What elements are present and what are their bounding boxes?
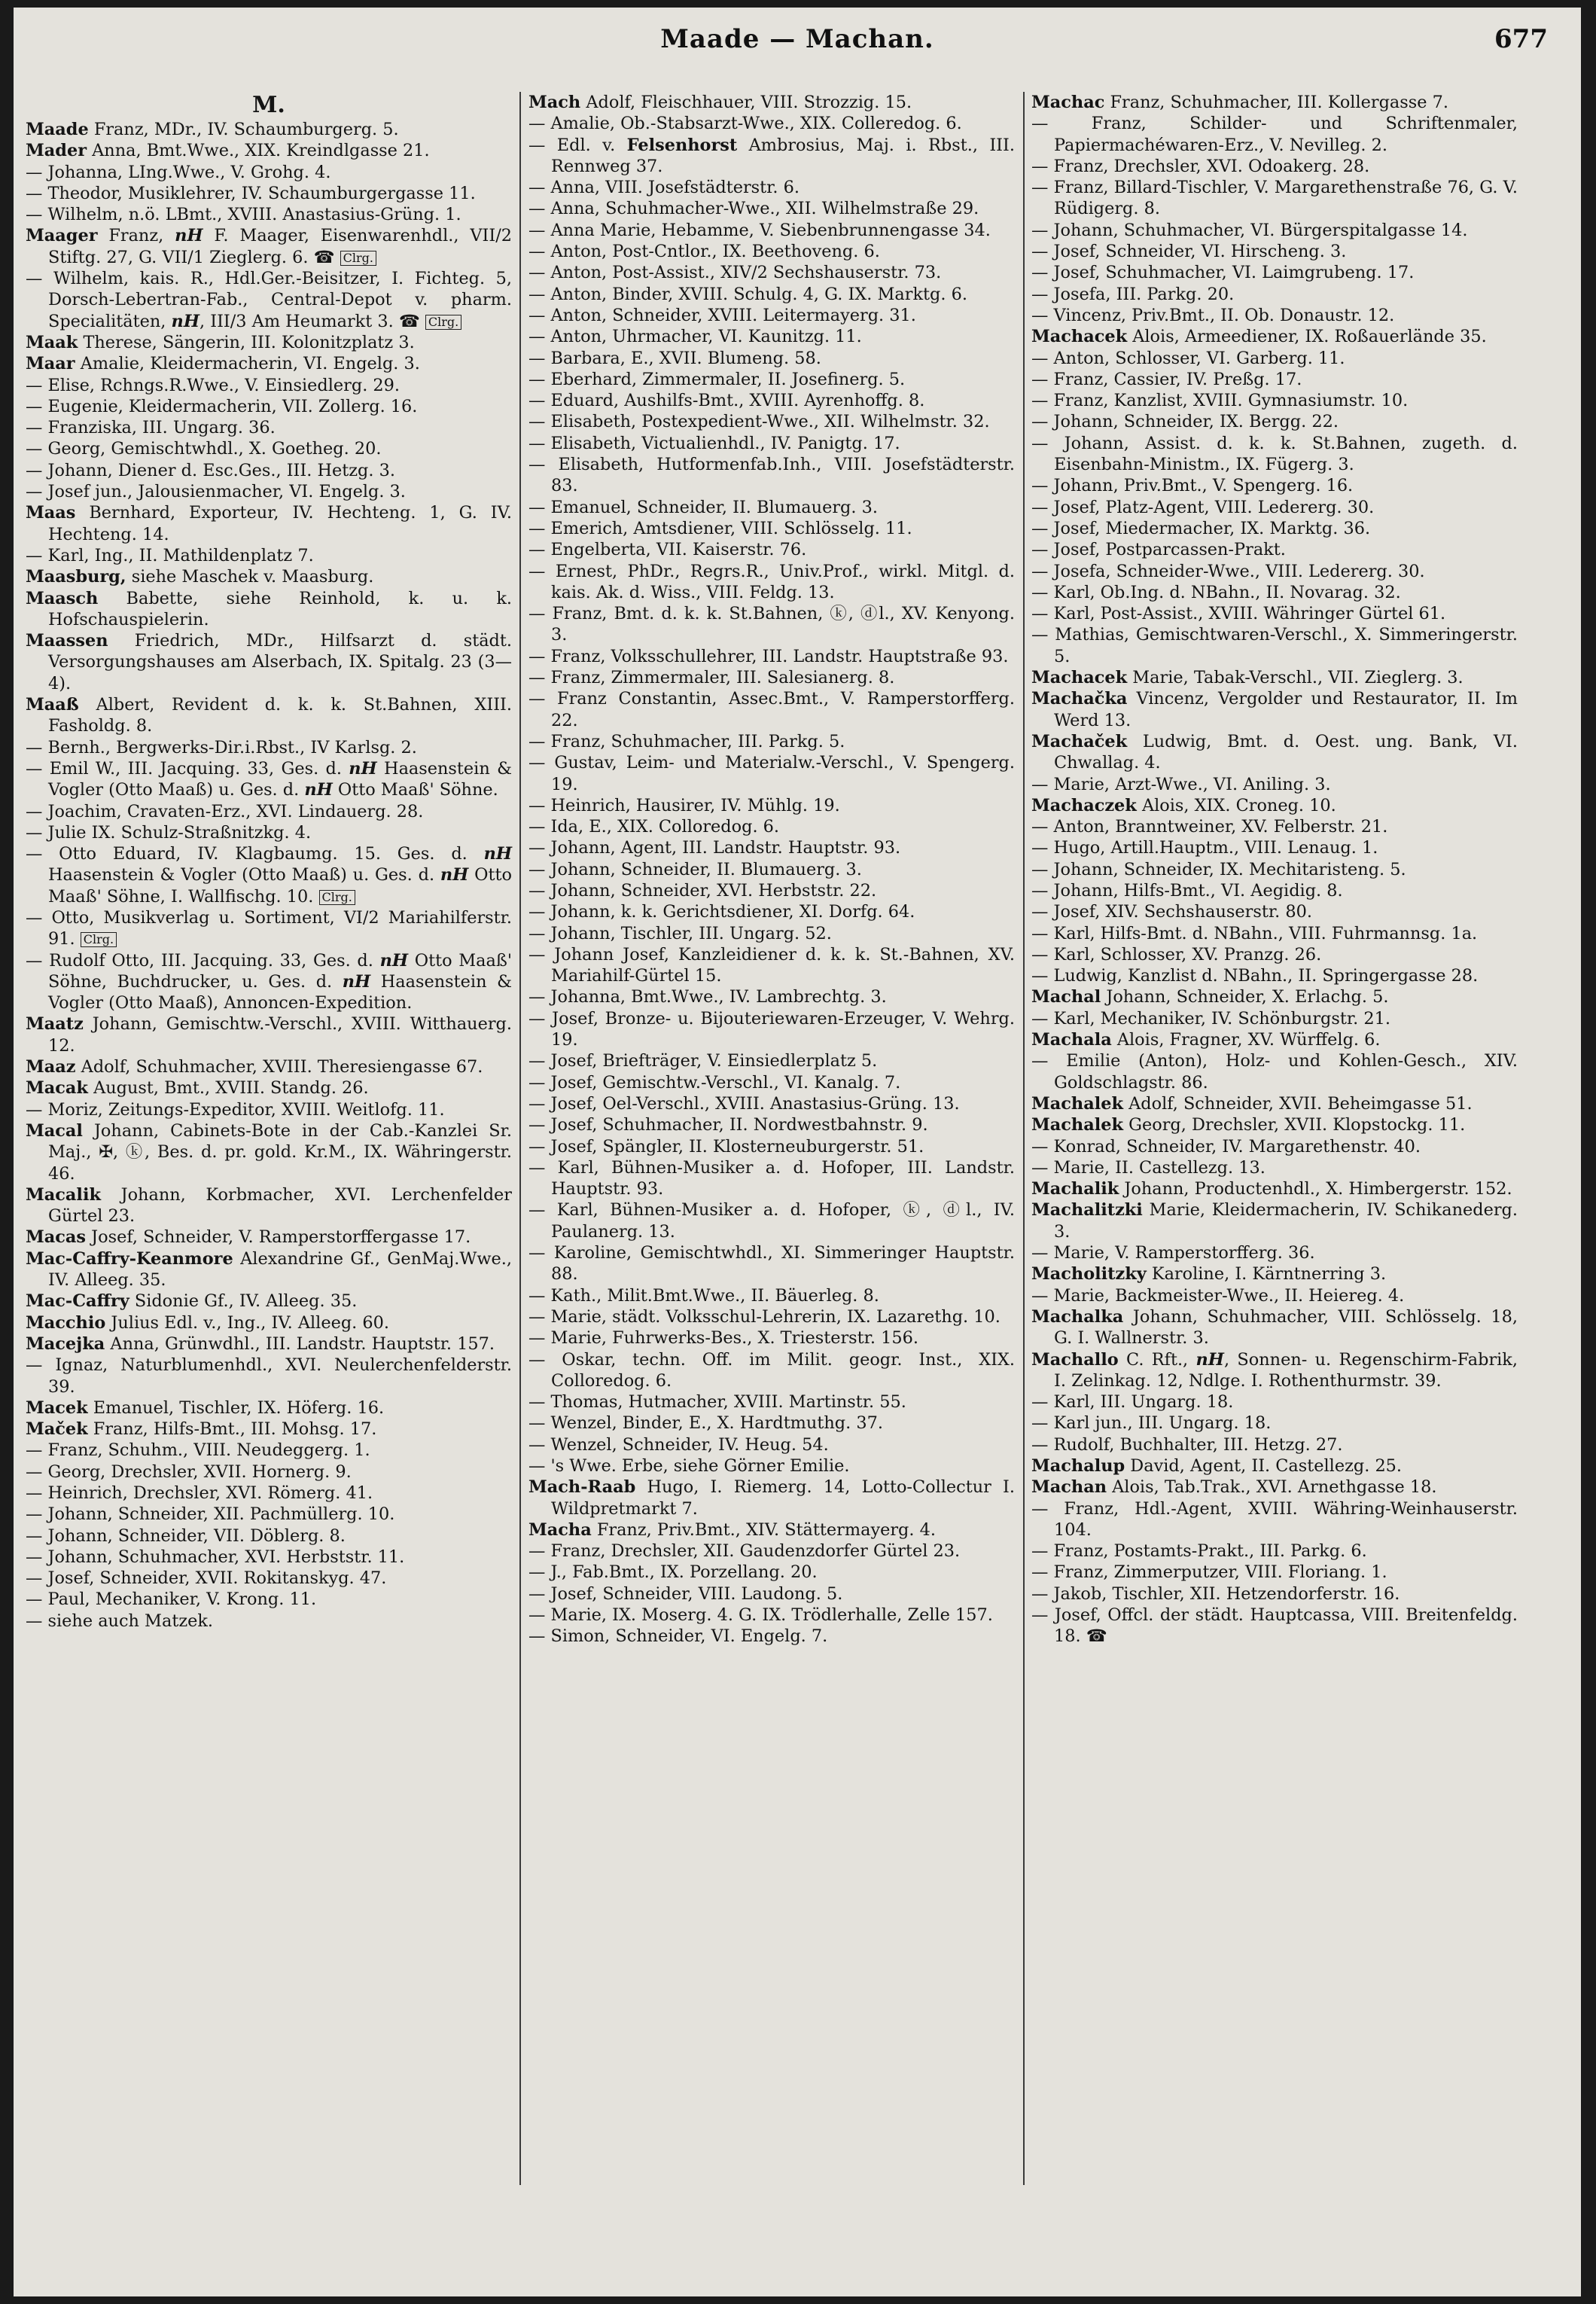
directory-entry: — Ignaz, Naturblumenhdl., XVI. Neulerchenfelderstr. 39.	[26, 1355, 512, 1397]
entry-surname: Machallo	[1031, 1349, 1119, 1370]
directory-entry: — Edl. v. Felsenhorst Ambrosius, Maj. i. Rbst., III. Rennweg 37.	[528, 135, 1015, 176]
directory-entry: Maassen Friedrich, MDr., Hilfsarzt d. städt. Versorgungshauses am Alserbach, IX. Spitalg. 23 (3—4).	[26, 631, 512, 693]
directory-entry: — Elisabeth, Hutformenfab.Inh., VIII. Josefstädterstr. 83.	[528, 455, 1015, 496]
directory-entry: Mac-Caffry-Keanmore Alexandrine Gf., GenMaj.Wwe., IV. Alleeg. 35.	[26, 1248, 512, 1291]
directory-entry: — Johann, Schneider, IX. Mechitaristeng. 5.	[1031, 859, 1406, 879]
directory-entry: — Johann, Schuhmacher, XVI. Herbststr. 11.	[26, 1547, 405, 1567]
directory-entry: — Anton, Branntweiner, XV. Felberstr. 21.	[1031, 817, 1388, 837]
directory-entry: — Johanna, Bmt.Wwe., IV. Lambrechtg. 3.	[528, 987, 887, 1007]
directory-entry: Macalik Johann, Korbmacher, XVI. Lerchenfelder Gürtel 23.	[26, 1184, 512, 1227]
directory-entry: — Franz, Zimmerputzer, VIII. Floriang. 1.	[1031, 1562, 1387, 1583]
entry-surname: Machalek	[1031, 1115, 1123, 1135]
entry-surname: Macek	[26, 1397, 88, 1418]
entry-surname: Maar	[26, 354, 75, 374]
directory-entry: — Josef, Schuhmacher, II. Nordwestbahnstr. 9.	[528, 1115, 928, 1135]
directory-entry: Machan Alois, Tab.Trak., XVI. Arnethgasse 18.	[1031, 1477, 1437, 1498]
entry-surname: Maasburg,	[26, 567, 126, 587]
directory-entry: — Emil W., III. Jacquing. 33, Ges. d. nH Haasenstein & Vogler (Otto Maaß) u. Ges. d. nH Otto Maaß' Söhne.	[26, 758, 512, 800]
directory-entry: — Franz Constantin, Assec.Bmt., V. Ramperstorfferg. 22.	[528, 689, 1015, 730]
directory-entry: Machacek Alois, Armeediener, IX. Roßauerlände 35.	[1031, 327, 1487, 347]
directory-entry: — Franz, Drechsler, XVI. Odoakerg. 28.	[1031, 156, 1370, 176]
directory-entry: — Franziska, III. Ungarg. 36.	[26, 418, 276, 438]
directory-entry: — Franz, Zimmermaler, III. Salesianerg. 8.	[528, 668, 895, 688]
directory-entry: — Eugenie, Kleidermacherin, VII. Zollerg. 16.	[26, 396, 418, 416]
registered-firm-icon: nH	[483, 844, 512, 864]
directory-entry: — Karl, Bühnen-Musiker a. d. Hofoper, III. Landstr. Hauptstr. 93.	[528, 1157, 1015, 1199]
directory-entry: Mader Anna, Bmt.Wwe., XIX. Kreindlgasse 21.	[26, 141, 430, 161]
entry-surname: Machaczek	[1031, 795, 1137, 815]
column-2	[528, 92, 1015, 1647]
directory-entry: — Wenzel, Binder, E., X. Hardtmuthg. 37.	[528, 1413, 883, 1434]
entry-surname: Macas	[26, 1227, 87, 1248]
directory-entry: Maček Franz, Hilfs-Bmt., III. Mohsg. 17.	[26, 1419, 377, 1440]
directory-entry: Machalek Georg, Drechsler, XVII. Klopstockg. 11.	[1031, 1115, 1466, 1135]
directory-entry: — Moriz, Zeitungs-Expeditor, XVIII. Weitlofg. 11.	[26, 1099, 445, 1120]
directory-entry: Maas Bernhard, Exporteur, IV. Hechteng. 1, G. IV. Hechteng. 14.	[26, 503, 512, 544]
directory-entry: Machala Alois, Fragner, XV. Würffelg. 6.	[1031, 1030, 1381, 1050]
directory-entry: — Johann, k. k. Gerichtsdiener, XI. Dorfg. 64.	[528, 902, 915, 922]
entry-surname: Macalik	[26, 1184, 101, 1205]
directory-entry: — Karl, Ing., II. Mathildenplatz 7.	[26, 545, 314, 565]
directory-entry: Machalka Johann, Schuhmacher, VIII. Schlösselg. 18, G. I. Wallnerstr. 3.	[1031, 1306, 1518, 1349]
directory-page	[14, 8, 1581, 2296]
entry-surname: Mach	[528, 93, 581, 112]
directory-entry: — Gustav, Leim- und Materialw.-Verschl., V. Spengerg. 19.	[528, 753, 1015, 794]
directory-entry: — Julie IX. Schulz-Straßnitzkg. 4.	[26, 822, 312, 843]
entry-surname: Machal	[1031, 987, 1101, 1007]
directory-entry: Macas Josef, Schneider, V. Ramperstorffergasse 17.	[26, 1227, 471, 1248]
directory-entry: — Heinrich, Hausirer, IV. Mühlg. 19.	[528, 795, 840, 815]
telephone-icon: ☎	[313, 247, 335, 267]
directory-entry: — Johann, Schneider, IX. Bergg. 22.	[1031, 412, 1339, 432]
entry-surname: Macak	[26, 1078, 88, 1099]
directory-entry: — Josef, Schneider, VIII. Laudong. 5.	[528, 1583, 843, 1604]
directory-entry: — Josef, Gemischtw.-Verschl., VI. Kanalg. 7.	[528, 1072, 901, 1093]
directory-entry: — Josef, Spängler, II. Klosterneuburgerstr. 51.	[528, 1136, 924, 1157]
entry-surname: Felsenhorst	[626, 135, 738, 155]
directory-entry: — Elisabeth, Victualienhdl., IV. Panigtg. 17.	[528, 433, 900, 453]
directory-entry: — Johann, Priv.Bmt., V. Spengerg. 16.	[1031, 476, 1354, 496]
directory-entry: — Johann, Diener d. Esc.Ges., III. Hetzg. 3.	[26, 460, 395, 480]
directory-entry: — Emilie (Anton), Holz- und Kohlen-Gesch., XIV. Goldschlagstr. 86.	[1031, 1051, 1518, 1093]
directory-entry: — Karl, Post-Assist., XVIII. Währinger Gürtel 61.	[1031, 604, 1446, 624]
entry-surname: Machacek	[1031, 327, 1128, 347]
directory-entry: — Eduard, Aushilfs-Bmt., XVIII. Ayrenhoffg. 8.	[528, 391, 925, 411]
directory-entry: Maager Franz, nH F. Maager, Eisenwarenhdl., VII/2 Stiftg. 27, G. VII/1 Zieglerg. 6. ☎ Clrg.	[26, 226, 512, 267]
entry-surname: Machalitzki	[1031, 1200, 1143, 1221]
directory-entry: — Thomas, Hutmacher, XVIII. Martinstr. 55.	[528, 1392, 906, 1413]
directory-entry: — Theodor, Musiklehrer, IV. Schaumburgergasse 11.	[26, 183, 476, 203]
entry-surname: Mader	[26, 141, 87, 161]
directory-entry: Macha Franz, Priv.Bmt., XIV. Stättermayerg. 4.	[528, 1519, 936, 1540]
directory-entry: — Anton, Post-Cntlor., IX. Beethoveng. 6.	[528, 242, 880, 262]
directory-entry: — Anton, Binder, XVIII. Schulg. 4, G. IX. Marktg. 6.	[528, 284, 967, 304]
entry-surname: Macal	[26, 1120, 83, 1141]
directory-entry: — Franz, Drechsler, XII. Gaudenzdorfer Gürtel 23.	[528, 1541, 961, 1562]
column-divider	[519, 92, 521, 2185]
entry-surname: Machalka	[1031, 1306, 1124, 1327]
telephone-icon: ☎	[398, 311, 420, 331]
directory-entry: Mach-Raab Hugo, I. Riemerg. 14, Lotto-Collectur I. Wildpretmarkt 7.	[528, 1477, 1015, 1519]
directory-entry: Machalup David, Agent, II. Castellezg. 25.	[1031, 1456, 1403, 1476]
directory-entry: — Franz, Kanzlist, XVIII. Gymnasiumstr. 10.	[1031, 391, 1409, 411]
entry-surname: Machan	[1031, 1477, 1107, 1498]
registered-firm-icon: nH	[342, 971, 371, 992]
entry-surname: Maaz	[26, 1057, 76, 1077]
entry-surname: Maak	[26, 332, 78, 352]
registered-firm-icon: nH	[171, 311, 200, 331]
entry-surname: Machalik	[1031, 1179, 1119, 1199]
directory-entry: Machac Franz, Schuhmacher, III. Kollergasse 7.	[1031, 93, 1448, 112]
directory-entry: Machallo C. Rft., nH, Sonnen- u. Regenschirm-Fabrik, I. Zelinkag. 12, Ndlge. I. Rothenthurmstr. 39.	[1031, 1349, 1518, 1391]
directory-entry: Maasburg, siehe Maschek v. Maasburg.	[26, 567, 374, 587]
telephone-icon: ☎	[1086, 1626, 1107, 1647]
directory-entry: — J., Fab.Bmt., IX. Porzellang. 20.	[528, 1562, 818, 1583]
directory-entry: — Josef, Schneider, VI. Hirscheng. 3.	[1031, 242, 1347, 262]
clearing-mark-icon: Clrg.	[340, 251, 376, 266]
entry-surname: Machac	[1031, 93, 1105, 112]
directory-entry: — Josefa, Schneider-Wwe., VIII. Ledererg. 30.	[1031, 561, 1425, 581]
directory-entry: — Marie, IX. Moserg. 4. G. IX. Trödlerhalle, Zelle 157.	[528, 1605, 993, 1626]
directory-entry: Mac-Caffry Sidonie Gf., IV. Alleeg. 35.	[26, 1291, 358, 1312]
directory-entry: — Johann, Schneider, XII. Pachmüllerg. 10.	[26, 1504, 395, 1525]
registered-firm-icon: nH	[304, 780, 333, 800]
clearing-mark-icon: Clrg.	[81, 932, 117, 947]
entry-surname: Maas	[26, 503, 76, 523]
section-letter: M.	[252, 92, 285, 118]
directory-entry: — Anton, Uhrmacher, VI. Kaunitzg. 11.	[528, 327, 862, 347]
directory-entry: — Anna, Schuhmacher-Wwe., XII. Wilhelmstraße 29.	[528, 199, 979, 219]
directory-entry: — Karl, III. Ungarg. 18.	[1031, 1392, 1234, 1413]
entry-surname: Machala	[1031, 1030, 1112, 1050]
clearing-mark-icon: Clrg.	[425, 315, 461, 330]
directory-entry: Mach Adolf, Fleischhauer, VIII. Strozzig. 15.	[528, 93, 912, 112]
directory-entry: — Anton, Schneider, XVIII. Leitermayerg. 31.	[528, 305, 916, 325]
entry-surname: Maček	[26, 1419, 88, 1440]
directory-entry: — Georg, Drechsler, XVII. Hornerg. 9.	[26, 1461, 352, 1482]
directory-entry: — Johann, Hilfs-Bmt., VI. Aegidig. 8.	[1031, 880, 1343, 901]
directory-entry: — Emanuel, Schneider, II. Blumauerg. 3.	[528, 497, 878, 517]
directory-entry: — Hugo, Artill.Hauptm., VIII. Lenaug. 1.	[1031, 838, 1378, 858]
directory-entry: — Josef, Oel-Verschl., XVIII. Anastasius-Grüng. 13.	[528, 1093, 960, 1114]
entry-surname: Maade	[26, 120, 89, 139]
directory-entry: — Marie, städt. Volksschul-Lehrerin, IX. Lazarethg. 10.	[528, 1306, 1001, 1327]
directory-entry: — Emerich, Amtsdiener, VIII. Schlösselg. 11.	[528, 518, 912, 538]
entry-surname: Maatz	[26, 1014, 84, 1035]
directory-entry: — Kath., Milit.Bmt.Wwe., II. Bäuerleg. 8.	[528, 1285, 879, 1306]
directory-entry: — Anton, Schlosser, VI. Garberg. 11.	[1031, 348, 1345, 368]
page-title: Maade — Machan.	[660, 24, 934, 54]
directory-entry: Machalitzki Marie, Kleidermacherin, IV. Schikanederg. 3.	[1031, 1200, 1518, 1242]
directory-entry: — Josef, Miedermacher, IX. Marktg. 36.	[1031, 518, 1371, 538]
directory-entry: — Marie, II. Castellezg. 13.	[1031, 1157, 1266, 1178]
directory-entry: — Franz, Postamts-Prakt., III. Parkg. 6.	[1031, 1541, 1367, 1562]
directory-entry: — Marie, V. Ramperstorfferg. 36.	[1031, 1243, 1315, 1263]
directory-entry: — Josefa, III. Parkg. 20.	[1031, 284, 1235, 304]
directory-entry: Machacek Marie, Tabak-Verschl., VII. Zieglerg. 3.	[1031, 668, 1464, 688]
directory-entry: Maade Franz, MDr., IV. Schaumburgerg. 5.	[26, 120, 399, 139]
directory-entry: — Ernest, PhDr., Regrs.R., Univ.Prof., wirkl. Mitgl. d. kais. Ak. d. Wiss., VIII. Feldg. 13.	[528, 561, 1015, 602]
directory-entry: — Franz, Cassier, IV. Preßg. 17.	[1031, 369, 1302, 389]
directory-entry: — Johann, Assist. d. k. k. St.Bahnen, zugeth. d. Eisenbahn-Ministm., IX. Fügerg. 3.	[1031, 433, 1518, 475]
clearing-mark-icon: Clrg.	[319, 890, 355, 905]
entry-surname: Maassen	[26, 631, 108, 651]
directory-entry: — Johann, Tischler, III. Ungarg. 52.	[528, 923, 832, 943]
directory-entry: — Josef, Platz-Agent, VIII. Ledererg. 30.	[1031, 497, 1375, 517]
directory-entry: Macek Emanuel, Tischler, IX. Höferg. 16.	[26, 1397, 385, 1418]
directory-entry: — Johann, Schneider, II. Blumauerg. 3.	[528, 859, 862, 879]
directory-entry: — Franz, Schuhm., VIII. Neudeggerg. 1.	[26, 1440, 370, 1461]
directory-entry: Maasch Babette, siehe Reinhold, k. u. k. Hofschauspielerin.	[26, 588, 512, 629]
directory-entry: — Wilhelm, n.ö. LBmt., XVIII. Anastasius-Grüng. 1.	[26, 205, 461, 225]
directory-entry: — Engelberta, VII. Kaiserstr. 76.	[528, 540, 807, 560]
directory-entry: Machaček Ludwig, Bmt. d. Oest. ung. Bank, VI. Chwallag. 4.	[1031, 731, 1518, 773]
directory-entry: — Konrad, Schneider, IV. Margarethenstr. 40.	[1031, 1136, 1421, 1157]
page-number: 677	[1494, 24, 1548, 54]
directory-entry: Machačka Vincenz, Vergolder und Restaurator, II. Im Werd 13.	[1031, 689, 1518, 730]
entry-surname: Maaß	[26, 695, 79, 715]
directory-entry: — Karoline, Gemischtwhdl., XI. Simmeringer Hauptstr. 88.	[528, 1243, 1015, 1285]
directory-entry: Macak August, Bmt., XVIII. Standg. 26.	[26, 1078, 369, 1099]
directory-entry: — 's Wwe. Erbe, siehe Görner Emilie.	[528, 1456, 850, 1476]
directory-entry: Machal Johann, Schneider, X. Erlachg. 5.	[1031, 987, 1389, 1007]
directory-entry: Macchio Julius Edl. v., Ing., IV. Alleeg. 60.	[26, 1312, 390, 1333]
directory-entry: Machalek Adolf, Schneider, XVII. Beheimgasse 51.	[1031, 1093, 1473, 1114]
directory-entry: — Heinrich, Drechsler, XVI. Römerg. 41.	[26, 1483, 373, 1503]
registered-firm-icon: nH	[175, 226, 203, 246]
directory-entry: — siehe auch Matzek.	[26, 1611, 214, 1631]
entry-surname: Macha	[528, 1519, 592, 1540]
directory-entry: — Karl, Ob.Ing. d. NBahn., II. Novarag. 32.	[1031, 582, 1401, 602]
directory-entry: — Josef, Offcl. der städt. Hauptcassa, VIII. Breitenfeldg. 18. ☎	[1031, 1605, 1518, 1647]
directory-entry: — Josef jun., Jalousienmacher, VI. Engelg. 3.	[26, 482, 406, 502]
directory-entry: — Franz, Schilder- und Schriftenmaler, Papiermachéwaren-Erz., V. Nevilleg. 2.	[1031, 114, 1518, 155]
directory-entry: — Simon, Schneider, VI. Engelg. 7.	[528, 1626, 828, 1647]
directory-entry: — Josef, Briefträger, V. Einsiedlerplatz 5.	[528, 1051, 878, 1071]
directory-entry: — Franz, Billard-Tischler, V. Margarethenstraße 76, G. V. Rüdigerg. 8.	[1031, 178, 1518, 219]
directory-entry: — Mathias, Gemischtwaren-Verschl., X. Simmeringerstr. 5.	[1031, 625, 1518, 666]
entry-surname: Macholitzky	[1031, 1264, 1147, 1285]
entry-surname: Maasch	[26, 588, 99, 608]
directory-entry: — Franz, Volksschullehrer, III. Landstr. Hauptstraße 93.	[528, 646, 1009, 666]
entry-surname: Mac-Caffry	[26, 1291, 129, 1312]
directory-entry: — Paul, Mechaniker, V. Krong. 11.	[26, 1589, 317, 1610]
directory-entry: — Josef, Schneider, XVII. Rokitanskyg. 47.	[26, 1568, 387, 1589]
entry-surname: Machačka	[1031, 689, 1128, 709]
directory-entry: — Johann, Schneider, VII. Döblerg. 8.	[26, 1525, 346, 1546]
directory-entry: — Wenzel, Schneider, IV. Heug. 54.	[528, 1434, 829, 1455]
directory-entry: Maar Amalie, Kleidermacherin, VI. Engelg. 3.	[26, 354, 420, 374]
entry-surname: Machalek	[1031, 1093, 1123, 1114]
directory-entry: — Barbara, E., XVII. Blumeng. 58.	[528, 348, 821, 368]
directory-entry: Maaß Albert, Revident d. k. k. St.Bahnen, XIII. Fasholdg. 8.	[26, 695, 512, 736]
registered-firm-icon: nH	[349, 758, 377, 779]
directory-entry: — Marie, Arzt-Wwe., VI. Aniling. 3.	[1031, 774, 1331, 794]
directory-entry: — Johann, Agent, III. Landstr. Hauptstr. 93.	[528, 838, 901, 858]
directory-entry: — Jakob, Tischler, XII. Hetzendorferstr. 16.	[1031, 1583, 1400, 1604]
entry-surname: Macejka	[26, 1333, 105, 1354]
directory-entry: Macejka Anna, Grünwdhl., III. Landstr. Hauptstr. 157.	[26, 1333, 495, 1354]
directory-entry: — Rudolf, Buchhalter, III. Hetzg. 27.	[1031, 1434, 1343, 1455]
directory-entry: — Amalie, Ob.-Stabsarzt-Wwe., XIX. Colleredog. 6.	[528, 114, 962, 134]
entry-surname: Mach-Raab	[528, 1477, 636, 1498]
directory-entry: Maak Therese, Sängerin, III. Kolonitzplatz 3.	[26, 332, 415, 352]
directory-entry: — Wilhelm, kais. R., Hdl.Ger.-Beisitzer, I. Fichteg. 5, Dorsch-Lebertran-Fab., Central-Depot v. pharm. Specialitäten, nH, III/3 Am Heumarkt 3. ☎ Clrg.	[26, 269, 512, 331]
directory-entry: Maaz Adolf, Schuhmacher, XVIII. Theresiengasse 67.	[26, 1057, 483, 1077]
directory-entry: Maatz Johann, Gemischtw.-Verschl., XVIII. Witthauerg. 12.	[26, 1014, 512, 1056]
directory-entry: — Eberhard, Zimmermaler, II. Josefinerg. 5.	[528, 369, 906, 389]
directory-entry: Macholitzky Karoline, I. Kärntnerring 3.	[1031, 1264, 1387, 1285]
directory-entry: — Oskar, techn. Off. im Milit. geogr. Inst., XIX. Colloredog. 6.	[528, 1349, 1015, 1391]
directory-entry: — Karl, Mechaniker, IV. Schönburgstr. 21.	[1031, 1008, 1390, 1029]
directory-entry: Machaczek Alois, XIX. Croneg. 10.	[1031, 795, 1336, 815]
directory-entry: — Rudolf Otto, III. Jacquing. 33, Ges. d. nH Otto Maaß' Söhne, Buchdrucker, u. Ges. d. nH Haasenstein & Vogler (Otto Maaß), Annoncen-Expedition.	[26, 950, 513, 1013]
directory-entry: — Johann, Schuhmacher, VI. Bürgerspitalgasse 14.	[1031, 220, 1468, 240]
entry-surname: Machalup	[1031, 1456, 1125, 1476]
directory-entry: — Marie, Fuhrwerks-Bes., X. Triesterstr. 156.	[528, 1328, 918, 1349]
entry-surname: Mac-Caffry-Keanmore	[26, 1248, 233, 1269]
directory-entry: — Marie, Backmeister-Wwe., II. Heiereg. 4.	[1031, 1285, 1405, 1306]
directory-entry: — Anton, Post-Assist., XIV/2 Sechshauserstr. 73.	[528, 263, 942, 283]
directory-entry: — Franz, Bmt. d. k. k. St.Bahnen, ⓚ, ⓓl., XV. Kenyong. 3.	[528, 604, 1015, 645]
registered-firm-icon: nH	[440, 865, 469, 885]
directory-entry: — Johanna, LIng.Wwe., V. Grohg. 4.	[26, 162, 331, 182]
entry-surname: Maager	[26, 226, 98, 246]
directory-entry: — Johann, Schneider, XVI. Herbststr. 22.	[528, 880, 877, 901]
directory-entry: — Otto Eduard, IV. Klagbaumg. 15. Ges. d. nH Haasenstein & Vogler (Otto Maaß) u. Ges. d. nH Otto Maaß' Söhne, I. Wallfischg. 10. Clrg.	[26, 844, 512, 907]
directory-entry: — Anna, VIII. Josefstädterstr. 6.	[528, 178, 800, 198]
registered-firm-icon: nH	[1195, 1349, 1224, 1370]
directory-entry: — Elisabeth, Postexpedient-Wwe., XII. Wilhelmstr. 32.	[528, 412, 990, 432]
directory-entry: — Anna Marie, Hebamme, V. Siebenbrunnengasse 34.	[528, 220, 991, 240]
entry-surname: Macchio	[26, 1312, 106, 1333]
directory-entry: — Josef, Bronze- u. Bijouteriewaren-Erzeuger, V. Wehrg. 19.	[528, 1008, 1015, 1050]
directory-entry: — Josef, Schuhmacher, VI. Laimgrubeng. 17.	[1031, 263, 1415, 283]
directory-entry: — Johann Josef, Kanzleidiener d. k. k. St.-Bahnen, XV. Mariahilf-Gürtel 15.	[528, 944, 1015, 986]
column-1	[26, 92, 512, 1632]
directory-entry: — Ludwig, Kanzlist d. NBahn., II. Springergasse 28.	[1031, 966, 1479, 986]
directory-entry: — Otto, Musikverlag u. Sortiment, VI/2 Mariahilferstr. 91. Clrg.	[26, 907, 512, 949]
directory-entry: Machalik Johann, Productenhdl., X. Himbergerstr. 152.	[1031, 1179, 1512, 1199]
directory-entry: Macal Johann, Cabinets-Bote in der Cab.-Kanzlei Sr. Maj., ✠, ⓚ, Bes. d. pr. gold. Kr.M., IX. Währingerstr. 46.	[26, 1120, 512, 1184]
entry-surname: Machacek	[1031, 668, 1128, 688]
directory-entry: — Georg, Gemischtwhdl., X. Goetheg. 20.	[26, 439, 382, 459]
directory-entry: — Joachim, Cravaten-Erz., XVI. Lindauerg. 28.	[26, 801, 424, 821]
directory-entry: — Josef, XIV. Sechshauserstr. 80.	[1031, 902, 1312, 922]
directory-entry: — Franz, Hdl.-Agent, XVIII. Währing-Weinhauserstr. 104.	[1031, 1498, 1518, 1540]
registered-firm-icon: nH	[379, 950, 409, 971]
page-header	[14, 14, 1581, 66]
directory-entry: — Elise, Rchngs.R.Wwe., V. Einsiedlerg. 29.	[26, 375, 401, 395]
directory-entry: — Ida, E., XIX. Colloredog. 6.	[528, 817, 780, 837]
column-divider	[1023, 92, 1025, 2185]
directory-entry: — Karl, Bühnen-Musiker a. d. Hofoper, ⓚ, ⓓl., IV. Paulanerg. 13.	[528, 1200, 1015, 1242]
directory-entry: — Franz, Schuhmacher, III. Parkg. 5.	[528, 731, 845, 751]
directory-entry: — Karl, Hilfs-Bmt. d. NBahn., VIII. Fuhrmannsg. 1a.	[1031, 923, 1478, 943]
entry-surname: Machaček	[1031, 731, 1128, 751]
directory-entry: — Josef, Postparcassen-Prakt.	[1031, 540, 1286, 560]
directory-entry: — Vincenz, Priv.Bmt., II. Ob. Donaustr. 12.	[1031, 305, 1395, 325]
column-3	[1031, 92, 1518, 1647]
directory-entry: — Karl, Schlosser, XV. Pranzg. 26.	[1031, 944, 1322, 965]
directory-entry: — Karl jun., III. Ungarg. 18.	[1031, 1413, 1272, 1434]
directory-entry: — Bernh., Bergwerks-Dir.i.Rbst., IV Karlsg. 2.	[26, 737, 417, 757]
